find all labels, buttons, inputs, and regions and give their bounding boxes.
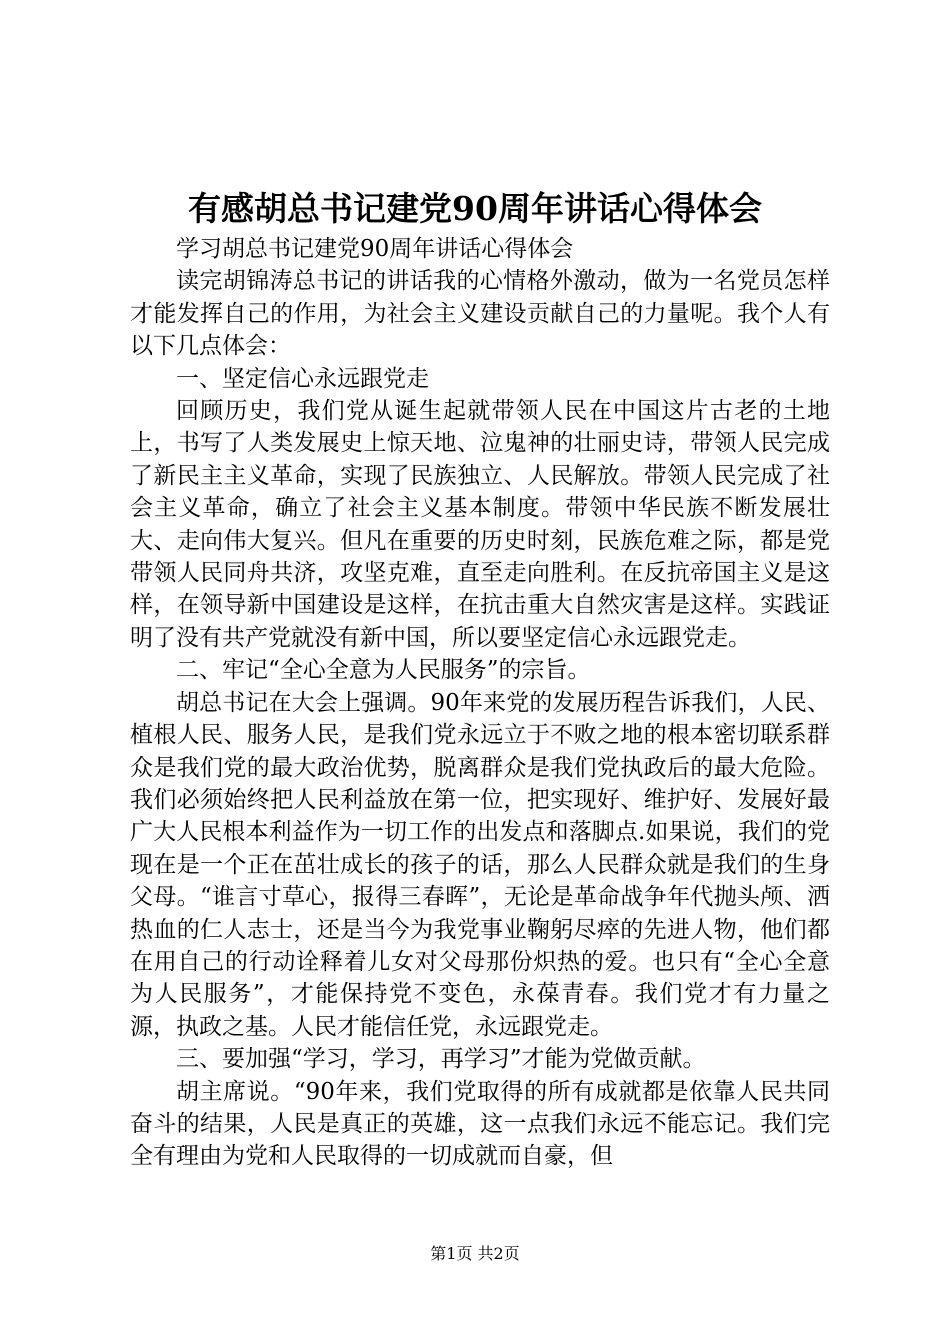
paragraph-section-1: 回顾历史，我们党从诞生起就带领人民在中国这片古老的土地上，书写了人类发展史上惊天地、泣鬼神的壮丽史诗，带领人民完成了新民主主义革命，实现了民族独立、人民解放。带领人民完成了社会主义革命，确立了社会主义基本制度。带领中华民族不断发展壮大、走向伟大复兴。但凡在重要的历史时刻，民族危难之际，都是党带领人民同舟共济，攻坚克难，直至走向胜利。在反抗帝国主义是这样，在领导新中国建设是这样，在抗击重大自然灾害是这样。实践证明了没有共产党就没有新中国，所以要坚定信心永远跟党走。 xyxy=(130,398,830,651)
document-title: 有感胡总书记建党90周年讲话心得体会 xyxy=(188,189,762,228)
paragraph-subtitle: 学习胡总书记建党90周年讲话心得体会 xyxy=(176,236,574,262)
page-footer: 第1页 共2页 xyxy=(430,1244,520,1263)
section-heading-3: 三、要加强“学习，学习，再学习”才能为党做贡献。 xyxy=(176,1046,706,1073)
paragraph-intro: 读完胡锦涛总书记的讲话我的心情格外激动，做为一名党员怎样才能发挥自己的作用，为社会主义建设贡献自己的力量呢。我个人有以下几点体会： xyxy=(130,268,830,360)
section-heading-2: 二、牢记“全心全意为人民服务”的宗旨。 xyxy=(176,657,591,684)
document-body xyxy=(130,233,830,1173)
paragraph-section-3: 胡主席说。“90年来，我们党取得的所有成就都是依靠人民共同奋斗的结果，人民是真正的英雄，这一点我们永远不能忘记。我们完全有理由为党和人民取得的一切成就而自豪，但 xyxy=(130,1078,830,1170)
paragraph-section-2: 胡总书记在大会上强调。90年来党的发展历程告诉我们，人民、植根人民、服务人民，是我们党永远立于不败之地的根本密切联系群众是我们党的最大政治优势，脱离群众是我们党执政后的最大危险。我们必须始终把人民利益放在第一位，把实现好、维护好、发展好最广大人民根本利益作为一切工作的出发点和落脚点.如果说，我们的党现在是一个正在茁壮成长的孩子的话，那么人民群众就是我们的生身父母。“谁言寸草心，报得三春晖”，无论是革命战争年代抛头颅、洒热血的仁人志士，还是当今为我党事业鞠躬尽瘁的先进人物，他们都在用自己的行动诠释着儿女对父母那份炽热的爱。也只有“全心全意为人民服务”，才能保持党不变色，永葆青春。我们党才有力量之源，执政之基。人民才能信任党，永远跟党走。 xyxy=(130,689,830,1040)
section-heading-1: 一、坚定信心永远跟党走 xyxy=(176,365,429,392)
